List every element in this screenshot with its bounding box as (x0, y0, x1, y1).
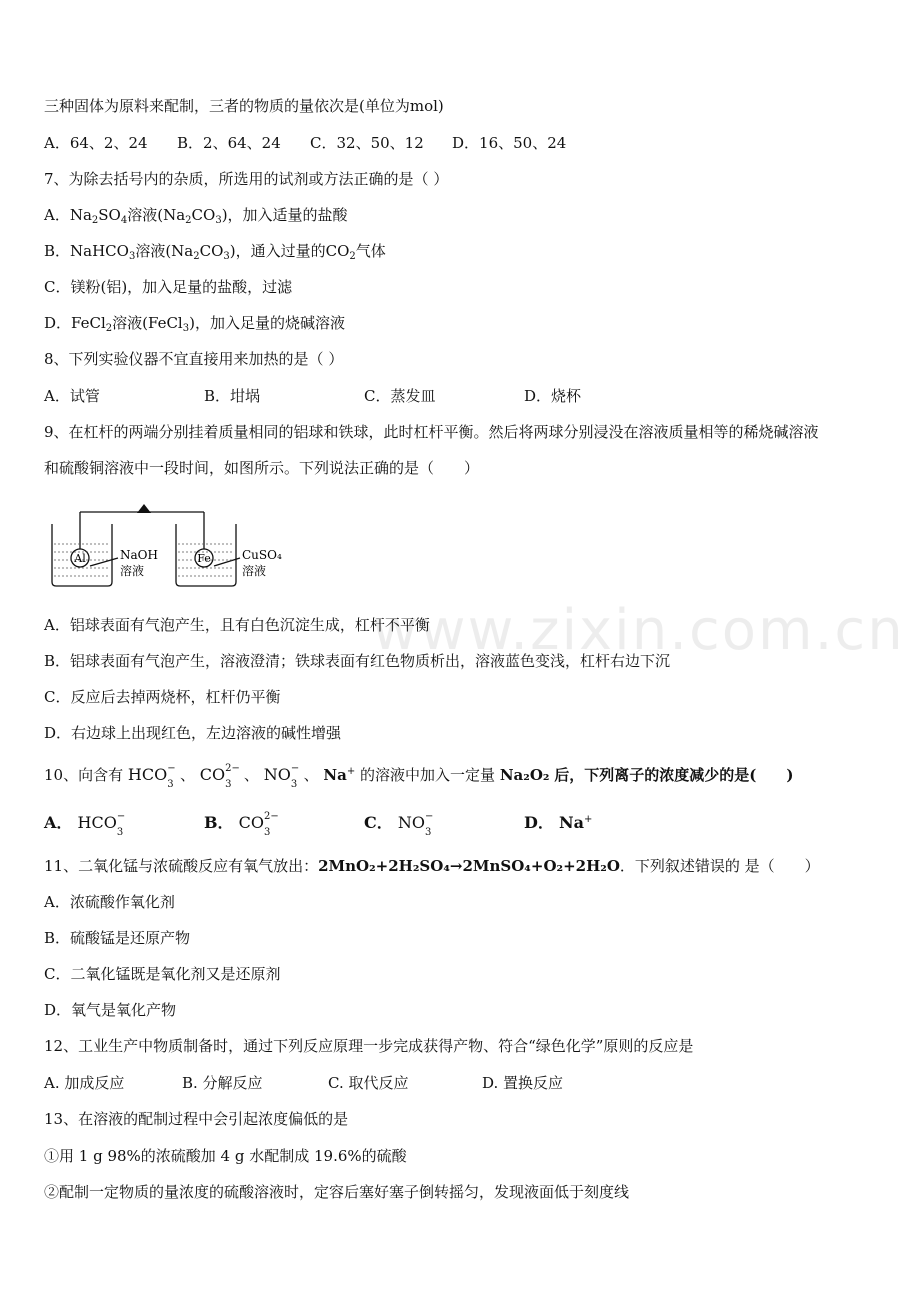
naoh-solution-label: 溶液 (120, 564, 145, 578)
q7d-text: 溶液(FeCl (112, 314, 183, 332)
ion-sub: 3 (263, 827, 271, 838)
q11-pre: 11、二氧化锰与浓硫酸反应有氧气放出： (44, 857, 319, 875)
ion-charge: 2− (263, 811, 279, 822)
question-13: 13、在溶液的配制过程中会引起浓度偏低的是 (44, 1110, 349, 1128)
sep: 、 (179, 766, 195, 784)
sub: 3 (128, 251, 136, 262)
q10-post: 的溶液中加入一定量 (360, 766, 496, 784)
ion-charge: − (424, 811, 434, 822)
question-8: 8、下列实验仪器不宜直接用来加热的是（ ） (44, 350, 344, 368)
ion-sub: 3 (424, 827, 432, 838)
q11-tail: ．下列叙述错误的 是（ ） (619, 857, 820, 875)
ion-sub: 3 (225, 779, 232, 790)
question-11 (44, 856, 820, 876)
sub: 2 (105, 323, 113, 334)
ion-sub: 3 (290, 779, 298, 790)
option-a: A．64、2、24 (44, 134, 148, 152)
q7a-co: CO (191, 206, 216, 224)
ion-sub: 3 (116, 827, 124, 838)
q13-item-2: ②配制一定物质的量浓度的硫酸溶液时，定容后塞好塞子倒转摇匀，发现液面低于刻度线 (44, 1183, 630, 1201)
option-d: D．烧杯 (524, 387, 582, 405)
ion-no3 (397, 811, 434, 838)
ion-no3 (263, 763, 300, 790)
ball-label-fe: Fe (197, 552, 211, 565)
option-c (364, 811, 434, 838)
reaction-equation: 2MnO₂+2H₂SO₄→2MnSO₄+O₂+2H₂O (318, 857, 620, 875)
watermark: www.zixin.com.cn (372, 598, 905, 663)
option-d (524, 813, 592, 833)
question-9-line2: 和硫酸铜溶液中一段时间，如图所示。下列说法正确的是（ ） (44, 459, 480, 477)
option-d: D．16、50、24 (452, 134, 567, 152)
q7-option-a (44, 205, 348, 225)
q7-option-b (44, 241, 386, 261)
ion-na: Na (558, 813, 584, 832)
q7a-so: SO (98, 206, 121, 224)
option-a (44, 811, 126, 838)
option-b: B．2、64、24 (177, 134, 281, 152)
question-12: 12、工业生产中物质制备时，通过下列反应原理一步完成获得产物、符合“绿色化学”原则的反应是 (44, 1037, 694, 1055)
q7b-tail: 气体 (355, 242, 386, 260)
ion-charge: + (583, 814, 593, 825)
ion-text: NO (397, 813, 425, 832)
option-c: C. 取代反应 (328, 1074, 409, 1092)
q7b-text: 溶液(Na (135, 242, 194, 260)
ion-co3 (238, 811, 279, 838)
q7b-pre: B．NaHCO (44, 242, 129, 260)
q9-option-a: A．铝球表面有气泡产生，且有白色沉淀生成，杠杆不平衡 (44, 616, 430, 634)
option-d: D. 置换反应 (482, 1074, 564, 1092)
sep: 、 (243, 766, 259, 784)
ion-na: Na (323, 766, 347, 784)
naoh-label: NaOH (120, 548, 158, 562)
ion-text: CO (199, 765, 226, 784)
sep: 、 (303, 766, 319, 784)
q13-item-1: ①用 1 g 98%的浓硫酸加 4 g 水配制成 19.6%的硫酸 (44, 1147, 407, 1165)
question-7: 7、为除去括号内的杂质，所选用的试剂或方法正确的是（ ） (44, 170, 449, 188)
q11-option-a: A．浓硫酸作氧化剂 (44, 893, 175, 911)
q10-pre: 10、向含有 (44, 766, 124, 784)
sub: 2 (193, 251, 200, 262)
ion-hco3 (77, 811, 126, 838)
ball-label-al: Al (74, 552, 86, 565)
option-label: B． (204, 813, 234, 832)
fulcrum-icon (137, 504, 151, 513)
text-line: 三种固体为原料来配制，三者的物质的量依次是(单位为mol) (44, 97, 444, 115)
ion-charge: + (346, 766, 356, 777)
ion-text: CO (238, 813, 264, 832)
option-c: C．蒸发皿 (364, 387, 436, 405)
option-label: D． (524, 813, 554, 832)
sub: 3 (182, 323, 190, 334)
q9-option-d: D．右边球上出现红色，左边溶液的碱性增强 (44, 724, 342, 742)
q7b-co: CO (199, 242, 224, 260)
option-b: B．坩埚 (204, 387, 261, 405)
q7d-tail: )，加入足量的烧碱溶液 (189, 314, 345, 332)
q7b-mid: )，通入过量的CO (229, 242, 350, 260)
sub: 3 (223, 251, 230, 262)
sub: 2 (91, 215, 99, 226)
cuso4-label: CuSO₄ (242, 548, 282, 562)
cuso4-solution-label: 溶液 (242, 564, 267, 578)
q9-option-c: C．反应后去掉两烧杯，杠杆仍平衡 (44, 688, 281, 706)
option-a: A. 加成反应 (44, 1074, 125, 1092)
q11-option-b: B．硫酸锰是还原产物 (44, 929, 191, 947)
ion-charge: − (116, 811, 126, 822)
q7a-tail: )，加入适量的盐酸 (221, 206, 348, 224)
sub: 4 (120, 215, 128, 226)
ion-sub: 3 (167, 779, 174, 790)
q7-option-c: C．镁粉(铝)，加入足量的盐酸，过滤 (44, 278, 293, 296)
option-b (204, 811, 279, 838)
ion-charge: − (167, 763, 176, 774)
ion-text: HCO (77, 813, 117, 832)
q7a-text: 溶液(Na (127, 206, 186, 224)
sub: 3 (215, 215, 222, 226)
ion-charge: 2− (225, 763, 240, 774)
option-label: A． (44, 813, 73, 832)
ion-text: HCO (127, 765, 168, 784)
ion-charge: − (290, 763, 300, 774)
sub: 2 (349, 251, 356, 262)
option-b: B. 分解反应 (182, 1074, 263, 1092)
lever-beaker-figure (44, 500, 294, 592)
option-label: C． (364, 813, 393, 832)
na2o2: Na₂O₂ (499, 766, 550, 784)
sub: 2 (185, 215, 192, 226)
ion-hco3 (127, 763, 176, 790)
q11-option-c: C．二氧化锰既是氧化剂又是还原剂 (44, 965, 281, 983)
option-a: A．试管 (44, 387, 100, 405)
q7-option-d (44, 313, 345, 333)
ion-co3 (199, 763, 240, 790)
question-10 (44, 763, 794, 790)
q7a-pre: A．Na (44, 206, 92, 224)
question-9-line1: 9、在杠杆的两端分别挂着质量相同的铝球和铁球，此时杠杆平衡。然后将两球分别浸没在溶液质量相等的稀烧碱溶液 (44, 423, 819, 441)
q10-tail: 后，下列离子的浓度减少的是( ) (554, 766, 794, 784)
ion-text: NO (263, 765, 291, 784)
q9-option-b: B．铝球表面有气泡产生，溶液澄清；铁球表面有红色物质析出，溶液蓝色变浅，杠杆右边下沉 (44, 652, 671, 670)
option-c: C．32、50、12 (310, 134, 424, 152)
q11-option-d: D．氧气是氧化产物 (44, 1001, 177, 1019)
q7d-pre: D．FeCl (44, 314, 106, 332)
